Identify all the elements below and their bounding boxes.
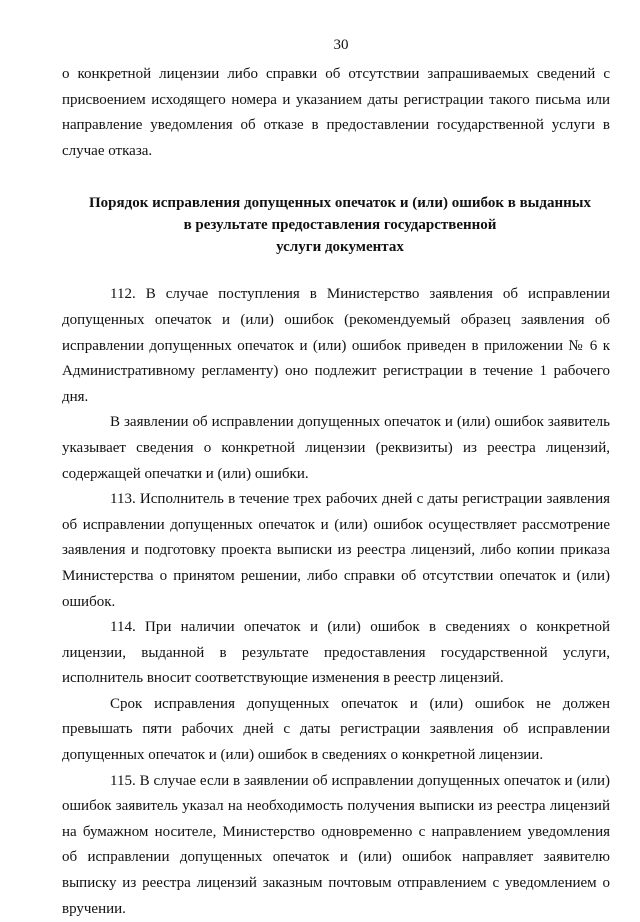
section-heading-line-2: в результате предоставления государственной: [183, 217, 497, 234]
intro-paragraph: о конкретной лицензии либо справки об отсутствии запрашиваемых сведений с присвоением исходящего номера и указанием даты регистрации такого письма или направление уведомления об отказе в предоставлении государственной услуги в случае отказа.: [62, 66, 610, 159]
paragraph-113: 113. Исполнитель в течение трех рабочих дней с даты регистрации заявления об исправлении допущенных опечаток и (или) ошибок осуществляет рассмотрение заявления и подготовку проекта выписки из реестра лицензий, либо копии приказа Министерства о принятом решении, либо справки об отсутствии опечаток и (или) ошибок.: [62, 491, 610, 610]
paragraph-115: 115. В случае если в заявлении об исправлении допущенных опечаток и (или) ошибок заявитель указал на необходимость получения выписки из реестра лицензий на бумажном носителе, Министерство одновременно с направлением уведомления об исправлении допущенных опечаток и (или) ошибок направляет заявителю выписку из реестра лицензий заказным почтовым отправлением с уведомлением о вручении.: [62, 772, 610, 917]
paragraph-112-application-details: В заявлении об исправлении допущенных опечаток и (или) ошибок заявитель указывает сведения о конкретной лицензии (реквизиты) из реестра лицензий, содержащей опечатки и (или) ошибки.: [62, 414, 610, 482]
paragraph-114: 114. При наличии опечаток и (или) ошибок в сведениях о конкретной лицензии, выданной в результате предоставления государственной услуги, исполнитель вносит соответствующие изменения в реестр лицензий.: [62, 619, 610, 687]
section-heading-line-1: Порядок исправления допущенных опечаток и (или) ошибок в выданных: [89, 195, 591, 212]
page-number: 30: [333, 37, 349, 53]
section-heading-line-3: услуги документах: [276, 239, 404, 256]
paragraph-114-correction-deadline: Срок исправления допущенных опечаток и (или) ошибок не должен превышать пяти рабочих дней с даты регистрации заявления об исправлении допущенных опечаток и (или) ошибок в сведениях о конкретной лицензии.: [62, 695, 610, 764]
paragraph-112: 112. В случае поступления в Министерство заявления об исправлении допущенных опечаток и (или) ошибок (рекомендуемый образец заявления об исправлении допущенных опечаток и (или) ошибок приведен в приложении № 6 к Административному регламенту) оно подлежит регистрации в течение 1 рабочего дня.: [62, 286, 610, 405]
section-heading: [62, 192, 610, 258]
